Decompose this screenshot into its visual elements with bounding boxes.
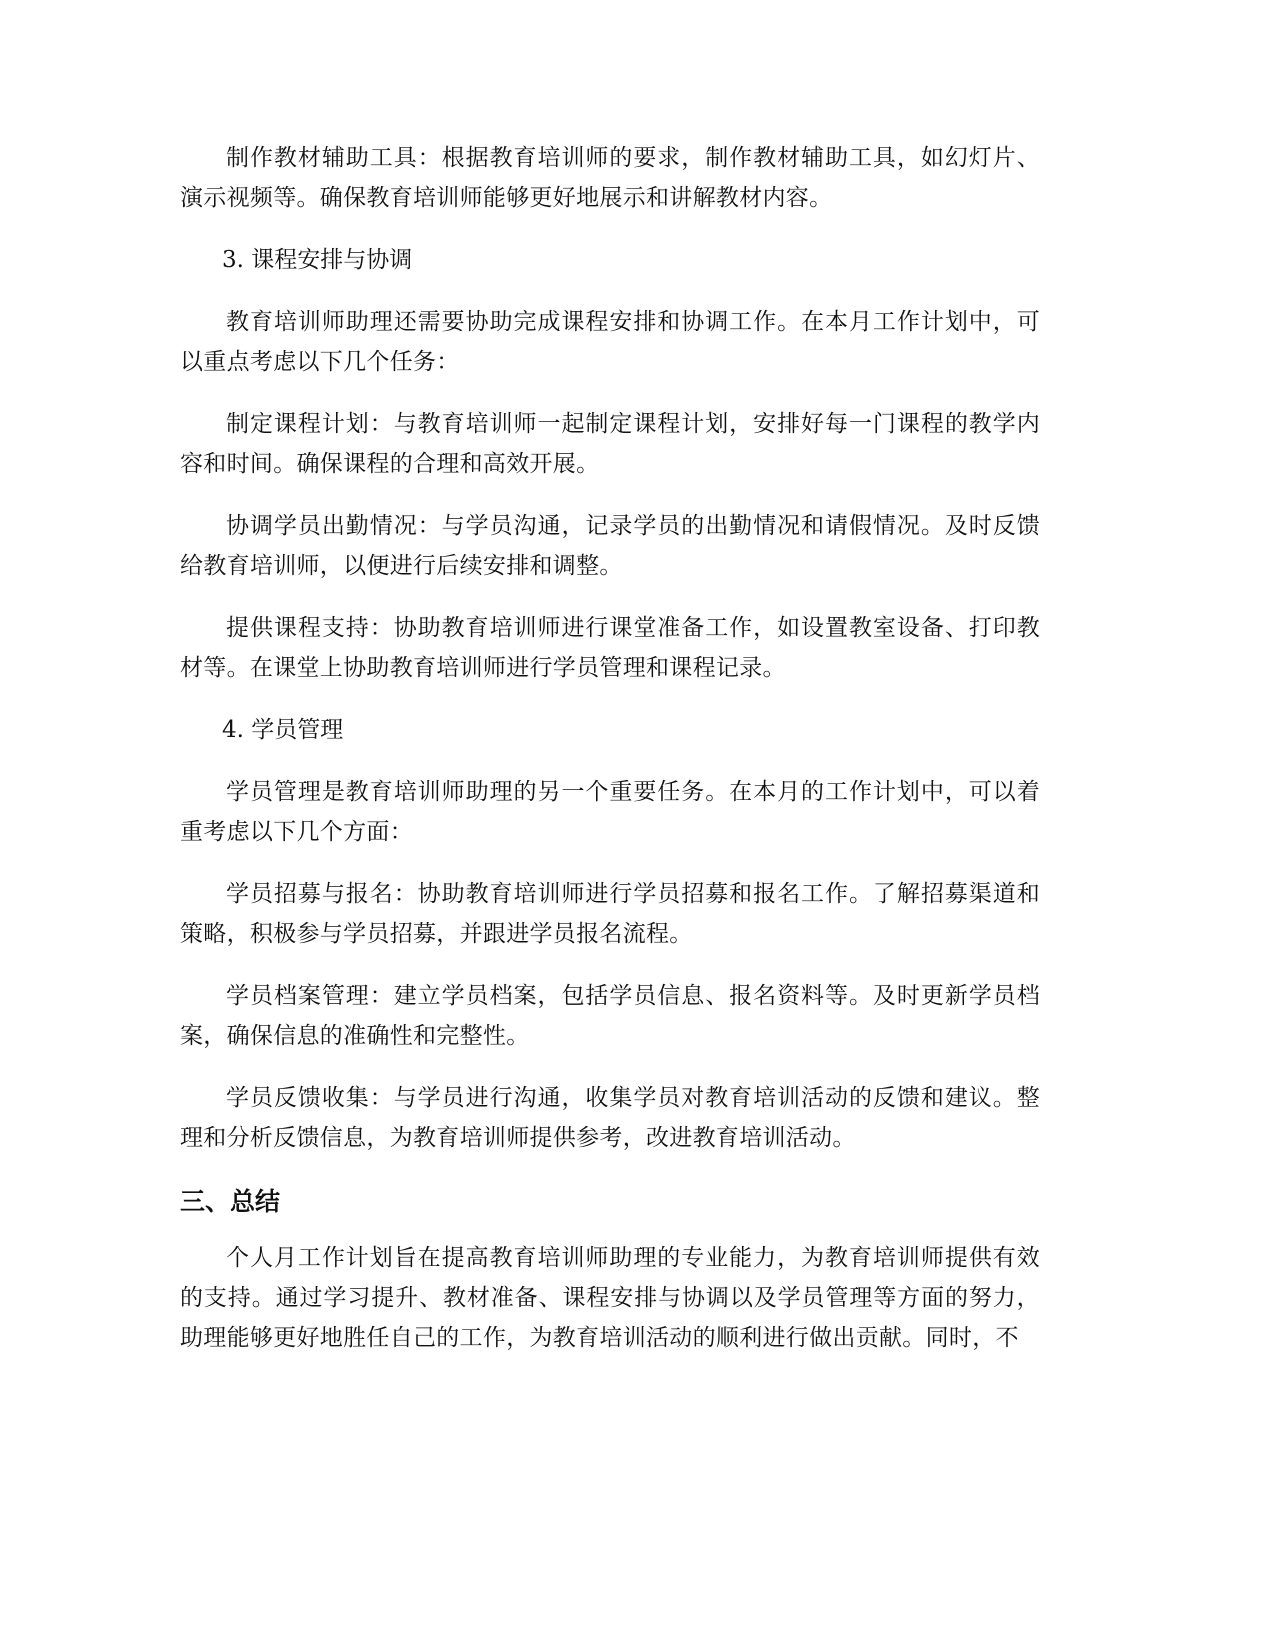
paragraph-summary: 个人月工作计划旨在提高教育培训师助理的专业能力，为教育培训师提供有效的支持。通过学习提升、教材准备、课程安排与协调以及学员管理等方面的努力，助理能够更好地胜任自己的工作，为教育培训活动的顺利进行做出贡献。同时，不 [180, 1245, 1040, 1351]
paragraph-course-support: 提供课程支持：协助教育培训师进行课堂准备工作，如设置教室设备、打印教材等。在课堂上协助教育培训师进行学员管理和课程记录。 [180, 615, 1040, 681]
subheading-student-management: 4. 学员管理 [222, 717, 344, 743]
paragraph-feedback: 学员反馈收集：与学员进行沟通，收集学员对教育培训活动的反馈和建议。整理和分析反馈信息，为教育培训师提供参考，改进教育培训活动。 [180, 1085, 1040, 1151]
section-title-summary: 三、总结 [180, 1187, 281, 1216]
paragraph-attendance: 协调学员出勤情况：与学员沟通，记录学员的出勤情况和请假情况。及时反馈给教育培训师，以便进行后续安排和调整。 [180, 513, 1040, 579]
paragraph-course-intro: 教育培训师助理还需要协助完成课程安排和协调工作。在本月工作计划中，可以重点考虑以下几个任务： [180, 309, 1040, 375]
paragraph-teaching-aids: 制作教材辅助工具：根据教育培训师的要求，制作教材辅助工具，如幻灯片、演示视频等。确保教育培训师能够更好地展示和讲解教材内容。 [180, 145, 1040, 211]
paragraph-course-plan: 制定课程计划：与教育培训师一起制定课程计划，安排好每一门课程的教学内容和时间。确保课程的合理和高效开展。 [180, 411, 1040, 477]
paragraph-student-records: 学员档案管理：建立学员档案，包括学员信息、报名资料等。及时更新学员档案，确保信息的准确性和完整性。 [180, 983, 1040, 1049]
subheading-course-scheduling: 3. 课程安排与协调 [222, 247, 413, 273]
paragraph-recruitment: 学员招募与报名：协助教育培训师进行学员招募和报名工作。了解招募渠道和策略，积极参与学员招募，并跟进学员报名流程。 [180, 881, 1040, 947]
document-page [180, 138, 1040, 1380]
paragraph-student-intro: 学员管理是教育培训师助理的另一个重要任务。在本月的工作计划中，可以着重考虑以下几个方面： [180, 779, 1040, 845]
